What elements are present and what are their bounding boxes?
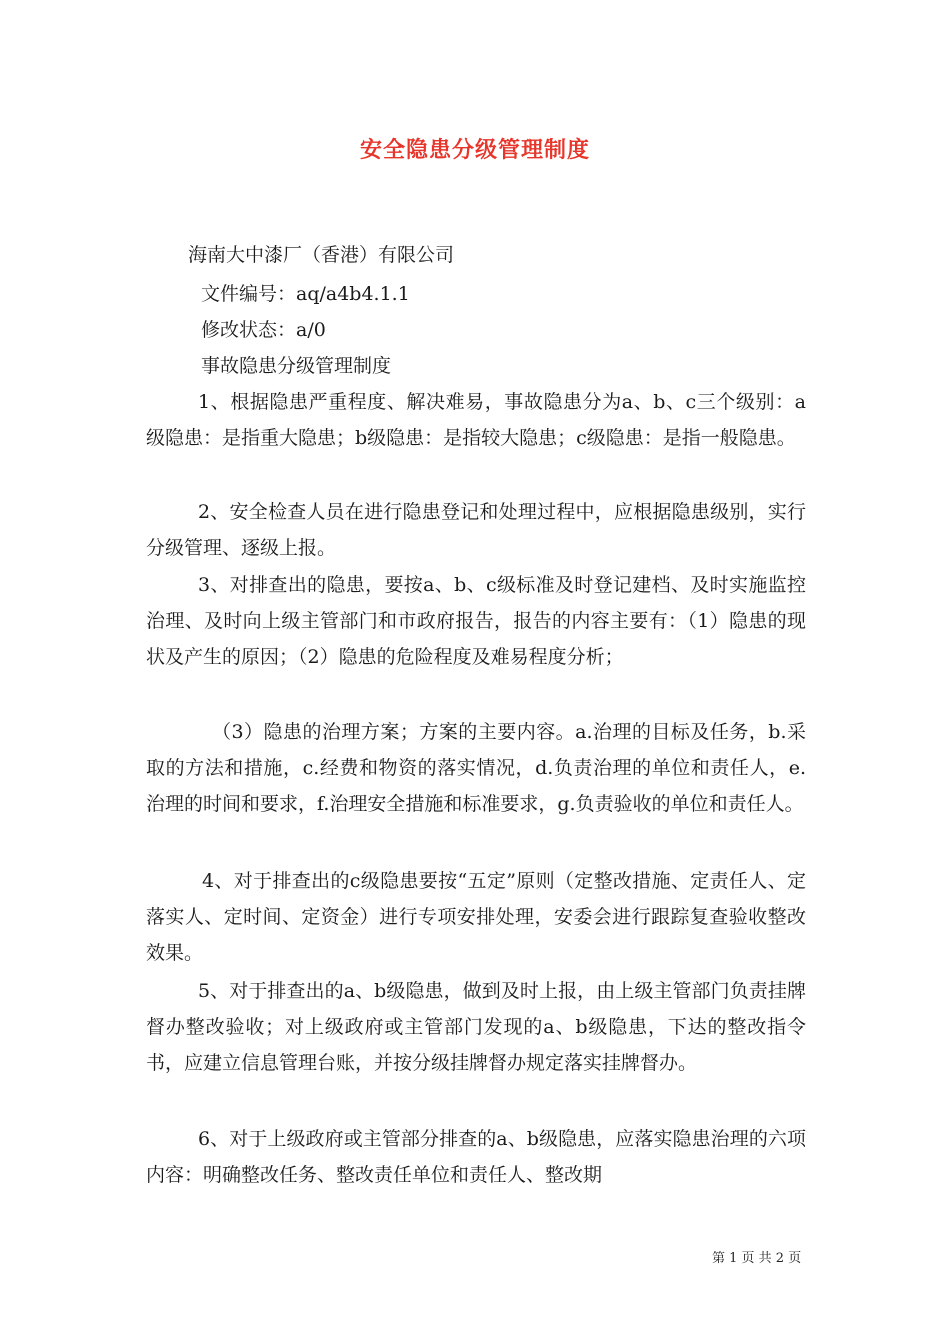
- paragraph-3-cont: （3）隐患的治理方案；方案的主要内容。a.治理的目标及任务，b.采取的方法和措施，c.经费和物资的落实情况，d.负责治理的单位和责任人，e.治理的时间和要求，f.治理安全措施和标准要求，g.负责验收的单位和责任人。: [146, 721, 806, 815]
- paragraph-4: 4、对于排查出的c级隐患要按“五定”原则（定整改措施、定责任人、定落实人、定时间、定资金）进行专项安排处理，安委会进行跟踪复查验收整改效果。: [146, 870, 806, 964]
- company-name: 海南大中漆厂（香港）有限公司: [188, 244, 455, 266]
- revision-status: 修改状态：a/0: [201, 319, 326, 341]
- file-number: 文件编号：aq/a4b4.1.1: [201, 283, 410, 305]
- page-footer: 第 1 页 共 2 页: [712, 1251, 802, 1266]
- paragraph-3: 3、对排查出的隐患，要按a、b、c级标准及时登记建档、及时实施监控治理、及时向上级主管部门和市政府报告，报告的内容主要有：（1）隐患的现状及产生的原因；（2）隐患的危险程度及难易程度分析；: [146, 574, 806, 668]
- paragraph-2: 2、安全检查人员在进行隐患登记和处理过程中，应根据隐患级别，实行分级管理、逐级上报。: [146, 501, 806, 559]
- paragraph-1: 1、根据隐患严重程度、解决难易，事故隐患分为a、b、c三个级别：a级隐患：是指重大隐患；b级隐患：是指较大隐患；c级隐患：是指一般隐患。: [146, 391, 806, 449]
- paragraph-5: 5、对于排查出的a、b级隐患，做到及时上报，由上级主管部门负责挂牌督办整改验收；对上级政府或主管部门发现的a、b级隐患，下达的整改指令书，应建立信息管理台账，并按分级挂牌督办规定落实挂牌督办。: [146, 980, 806, 1074]
- document-name: 事故隐患分级管理制度: [201, 355, 392, 377]
- paragraph-6: 6、对于上级政府或主管部分排查的a、b级隐患，应落实隐患治理的六项内容：明确整改任务、整改责任单位和责任人、整改期: [146, 1128, 806, 1186]
- document-title: 安全隐患分级管理制度: [359, 138, 590, 163]
